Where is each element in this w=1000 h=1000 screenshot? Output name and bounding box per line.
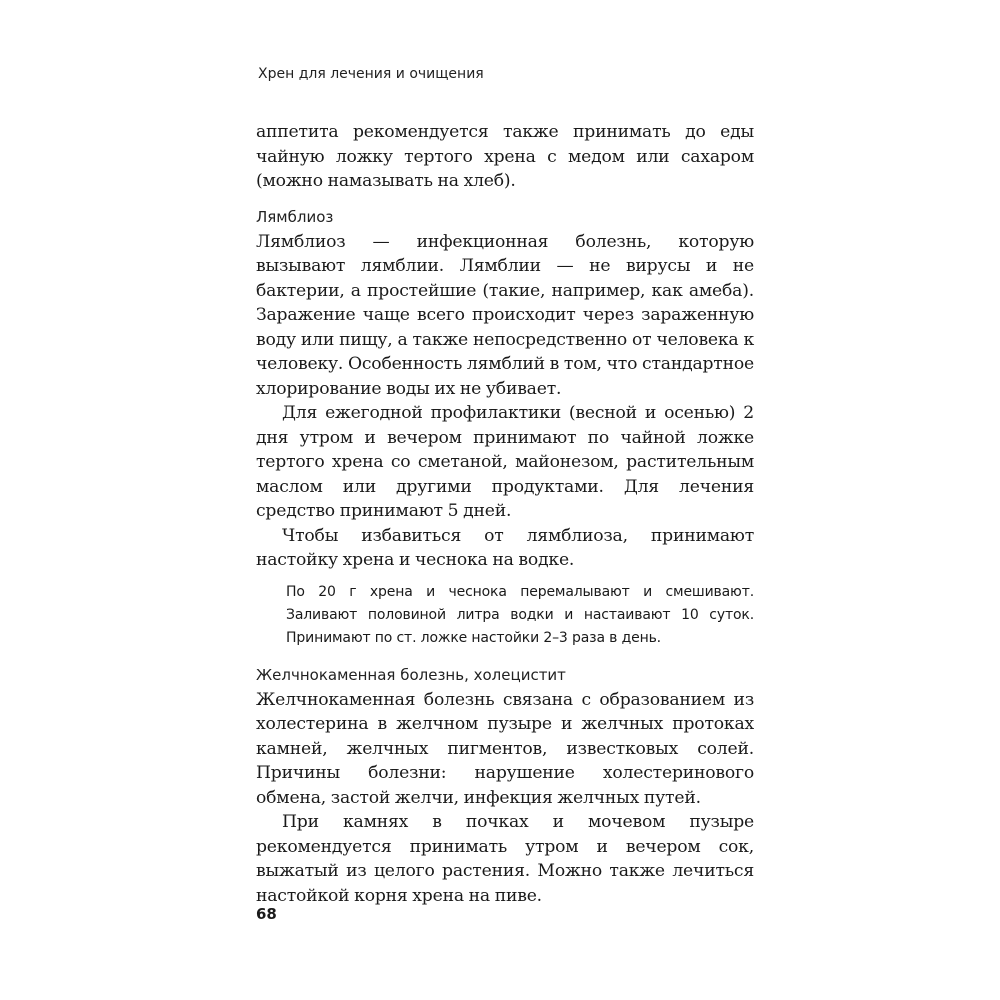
lamblioz-paragraph-2: Для ежегодной профилактики (весной и осенью) 2 дня утром и вечером принимают по чайной ложке тертого хрена со сметаной, майонезом, растительным маслом или другими продуктами. Для лечения средство принимают 5 дней.	[256, 403, 754, 521]
book-page	[256, 64, 754, 908]
lamblioz-recipe: По 20 г хрена и чеснока перемалывают и смешивают. Заливают половиной литра водки и настаивают 10 суток. Принимают по ст. ложке настойки 2–3 раза в день.	[286, 583, 754, 646]
lamblioz-paragraph-1: Лямблиоз — инфекционная болезнь, которую вызывают лямблии. Лямблии — не вирусы и не бактерии, а простейшие (такие, например, как амеба). Заражение чаще всего происходит через зараженную воду или пищу, а также непосредственно от человека к человеку. Особенность лямблий в том, что стандартное хлорирование воды их не убивает.	[256, 231, 754, 399]
gallstone-paragraph-1: Желчнокаменная болезнь связана с образованием из холестерина в желчном пузыре и желчных протоках камней, желчных пигментов, известковых солей. Причины болезни: нарушение холестеринового обмена, застой желчи, инфекция желчных путей.	[256, 689, 754, 808]
intro-paragraph: аппетита рекомендуется также принимать до еды чайную ложку тертого хрена с медом или сахаром (можно намазывать на хлеб).	[256, 122, 754, 191]
section-heading-gallstone: Желчнокаменная болезнь, холецистит	[256, 665, 566, 684]
gallstone-paragraph-2: При камнях в почках и мочевом пузыре рекомендуется принимать утром и вечером сок, выжатый из целого растения. Можно также лечиться настойкой корня хрена на пиве.	[256, 812, 754, 906]
lamblioz-paragraph-3: Чтобы избавиться от лямблиоза, принимают настойку хрена и чеснока на водке.	[256, 525, 754, 570]
section-heading-lamblioz: Лямблиоз	[256, 207, 334, 226]
running-head: Хрен для лечения и очищения	[258, 66, 484, 82]
page-number: 68	[256, 905, 277, 923]
